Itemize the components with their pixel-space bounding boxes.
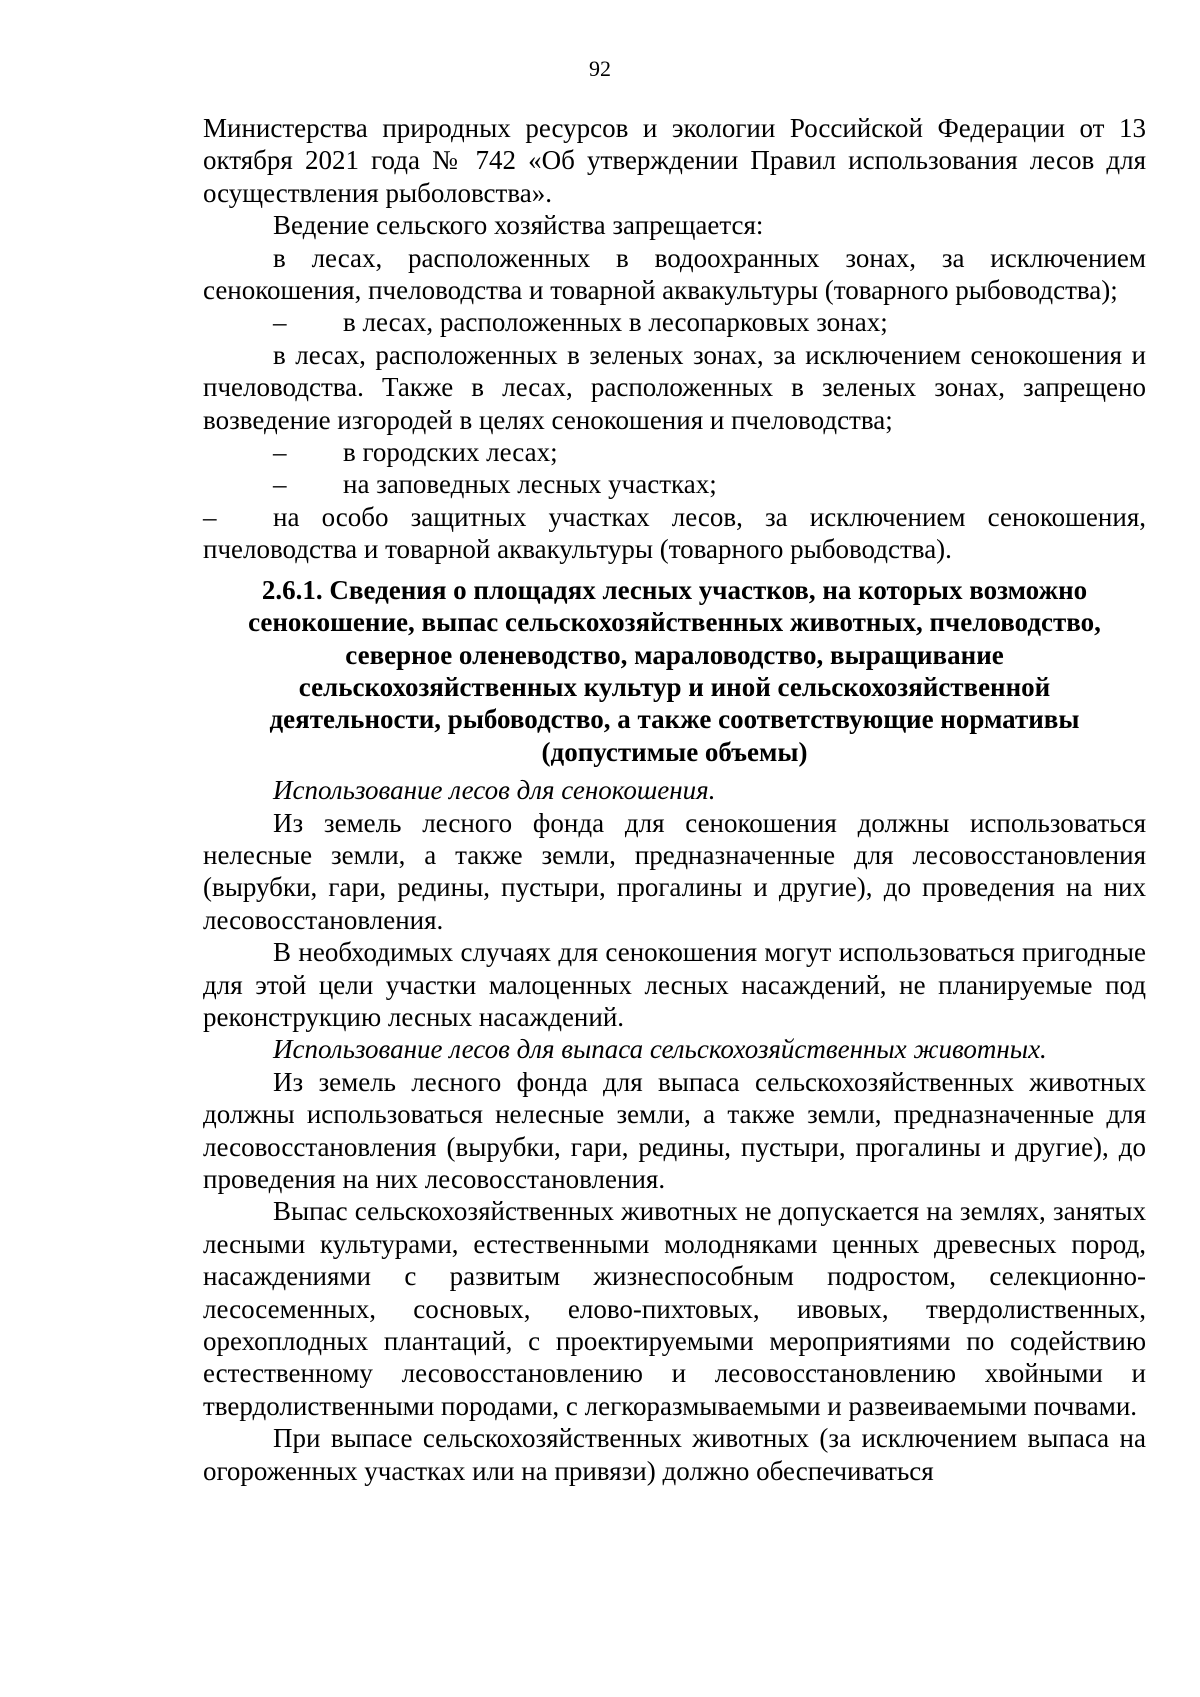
list-item-water-protection-zones: в лесах, расположенных в водоохранных зонах, за исключением сенокошения, пчеловодства и товарной аквакультуры (товарного рыбоводства);	[203, 242, 1146, 306]
document-body	[203, 112, 1146, 1487]
subheading-haymaking: Использование лесов для сенокошения.	[273, 775, 716, 806]
list-item-protected-plots	[203, 501, 1146, 566]
list-item-forest-park-zones	[203, 306, 1146, 338]
paragraph-grazing-prohibited: Выпас сельскохозяйственных животных не допускается на землях, занятых лесными культурами, естественными молодняками ценных древесных пород, насаждениями с развитым жизнеспособным подростом, селекционно-лесосеменных, сосновых, елово-пихтовых, ивовых, твердолиственных, орехоплодных плантаций, с проектируемыми мероприятиями по содействию естественному лесовосстановлению и лесовосстановлению хвойными и твердолиственными породами, с легкоразмываемыми и развеиваемыми почвами.	[203, 1196, 1146, 1421]
list-item-text: на заповедных лесных участках;	[343, 469, 717, 500]
list-item-text: на особо защитных участках лесов, за исключением сенокошения, пчеловодства и товарной аквакультуры (товарного рыбоводства).	[203, 501, 1146, 565]
list-dash: –	[273, 437, 287, 468]
list-item-text: в городских лесах;	[343, 437, 558, 468]
paragraph-grazing-conditions: При выпасе сельскохозяйственных животных (за исключением выпаса на огороженных участках или на привязи) должно обеспечиваться	[203, 1423, 1146, 1486]
section-heading: 2.6.1. Сведения о площадях лесных участков, на которых возможно сенокошение, выпас сельскохозяйственных животных, пчеловодство, северное оленеводство, мараловодство, выращивание сельскохозяйственных культур и иной сельскохозяйственной деятельности, рыбоводство, а также соответствующие нормативы (допустимые объемы)	[248, 574, 1101, 767]
paragraph-haymaking-lands: Из земель лесного фонда для сенокошения должны использоваться нелесные земли, а также земли, предназначенные для лесовосстановления (вырубки, гари, редины, пустыри, прогалины и другие), до проведения на них лесовосстановления.	[203, 807, 1146, 935]
page-number: 92	[589, 56, 611, 81]
paragraph-grazing-lands: Из земель лесного фонда для выпаса сельскохозяйственных животных должны использоваться нелесные земли, а также земли, предназначенные для лесовосстановления (вырубки, гари, редины, пустыри, прогалины и другие), до проведения на них лесовосстановления.	[203, 1066, 1146, 1194]
subheading-grazing: Использование лесов для выпаса сельскохозяйственных животных.	[273, 1034, 1047, 1065]
list-dash: –	[273, 469, 287, 500]
paragraph-agriculture-prohibited: Ведение сельского хозяйства запрещается:	[273, 210, 764, 241]
list-item-urban-forests	[203, 436, 1146, 468]
list-dash: –	[203, 501, 217, 532]
list-dash: –	[273, 307, 287, 338]
list-item-text: в лесах, расположенных в лесопарковых зонах;	[343, 307, 888, 338]
paragraph-haymaking-low-value: В необходимых случаях для сенокошения могут использоваться пригодные для этой цели участки малоценных лесных насаждений, не планируемые под реконструкцию лесных насаждений.	[203, 937, 1146, 1032]
list-item-green-zones: в лесах, расположенных в зеленых зонах, за исключением сенокошения и пчеловодства. Также в лесах, расположенных в зеленых зонах, запрещено возведение изгородей в целях сенокошения и пчеловодства;	[203, 339, 1146, 435]
list-item-reserved-plots	[203, 468, 1146, 500]
paragraph-ministry-order: Министерства природных ресурсов и экологии Российской Федерации от 13 октября 2021 года № 742 «Об утверждении Правил использования лесов для осуществления рыболовства».	[203, 113, 1146, 208]
